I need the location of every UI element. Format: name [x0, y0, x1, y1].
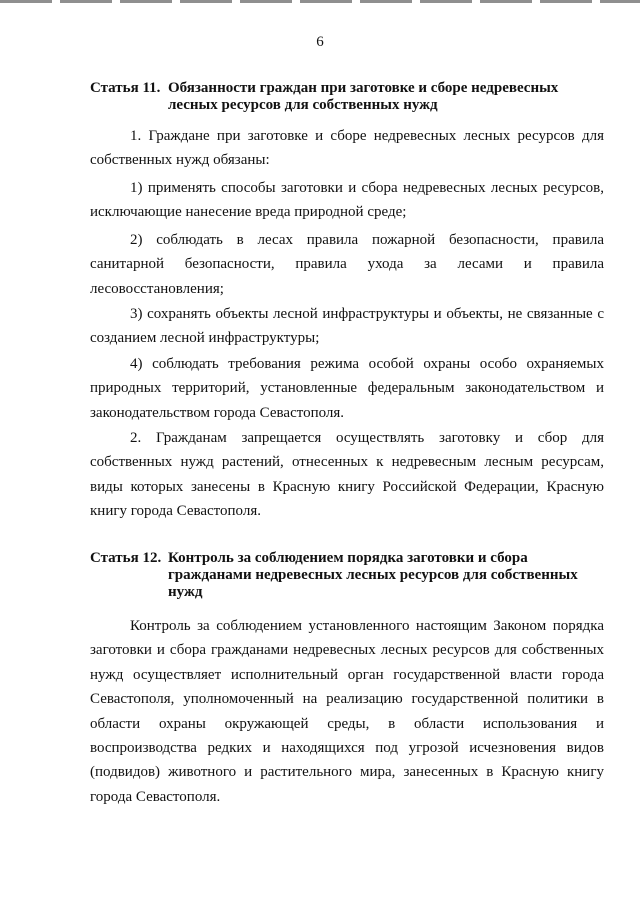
- article-11-title: Обязанности граждан при заготовке и сборе недревесных лесных ресурсов для собственных нужд: [168, 80, 559, 113]
- article-11-item-2: 2) соблюдать в лесах правила пожарной безопасности, правила санитарной безопасности, правила ухода за лесами и правила лесовосстановления;: [90, 232, 604, 297]
- article-11-prefix: Статья 11.: [90, 80, 161, 96]
- article-11-heading: [90, 80, 610, 114]
- article-12-paragraph-1: Контроль за соблюдением установленного настоящим Законом порядка заготовки и сбора гражданами недревесных лесных ресурсов для собственных нужд осуществляет исполнительный орган государственной власти города Севастополя, уполномоченный на реализацию государственной политики в области охраны окружающей среды, в области использования и воспроизводства редких и находящихся под угрозой исчезновения видов (подвидов) животного и растительного мира, занесенных в Красную книгу города Севастополя.: [90, 618, 604, 805]
- article-11-item-1: 1) применять способы заготовки и сбора недревесных лесных ресурсов, исключающие нанесение вреда природной среде;: [90, 180, 604, 221]
- article-12-prefix: Статья 12.: [90, 550, 162, 566]
- scan-top-edge: [0, 0, 640, 3]
- article-11-item-4: 4) соблюдать требования режима особой охраны особо охраняемых природных территорий, установленные федеральным законодательством и законодательством города Севастополя.: [90, 356, 604, 421]
- article-11-item-3: 3) сохранять объекты лесной инфраструктуры и объекты, не связанные с созданием лесной инфраструктуры;: [90, 306, 604, 347]
- article-11-paragraph-1: 1. Граждане при заготовке и сборе недревесных лесных ресурсов для собственных нужд обязаны:: [90, 128, 604, 169]
- article-11-paragraph-2: 2. Гражданам запрещается осуществлять заготовку и сбор для собственных нужд растений, отнесенных к недревесным лесным ресурсам, виды которых занесены в Красную книгу Российской Федерации, Красную книгу города Севастополя.: [90, 430, 604, 520]
- article-12-title: Контроль за соблюдением порядка заготовки и сбора гражданами недревесных лесных ресурсов для собственных нужд: [168, 550, 578, 600]
- article-12-heading: [90, 550, 610, 601]
- page-number: 6: [316, 34, 324, 50]
